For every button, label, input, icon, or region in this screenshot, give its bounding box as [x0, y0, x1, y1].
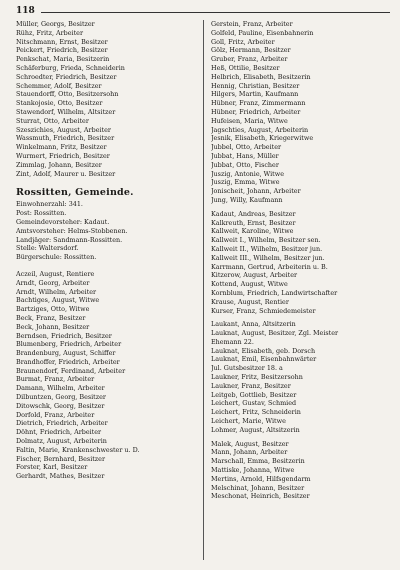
directory-entry: Gruber, Franz, Arbeiter — [211, 55, 288, 64]
directory-entry: Brandhoffer, Friedrich, Arbeiter — [16, 357, 120, 366]
directory-entry: Bachtiges, August, Witwe — [16, 296, 100, 305]
directory-entry: Gerhardt, Mathes, Besitzer — [16, 472, 105, 481]
directory-entry: Jung, Willy, Kaufmann — [211, 195, 283, 204]
directory-entry: Kallweit II., Wilhelm, Besitzer jun. — [211, 244, 323, 253]
directory-entry: Kurser, Franz, Schmiedemeister — [211, 306, 316, 315]
directory-entry: Wurmert, Friedrich, Besitzer — [16, 151, 110, 160]
directory-entry: Fischer, Bernhard, Besitzer — [16, 454, 106, 463]
section-info-line: Gemeindevorsteher: Kadaut. — [16, 217, 110, 226]
directory-entry: Rühz, Fritz, Arbeiter — [16, 28, 83, 37]
directory-entry: Goll, Fritz, Arbeiter — [211, 37, 275, 46]
section-info-line: Stelle: Waltersdorf. — [16, 244, 79, 253]
directory-entry: Dilbuntzen, Georg, Besitzer — [16, 393, 106, 402]
directory-entry: Jesnik, Elisabeth, Kriegerwitwe — [211, 134, 314, 143]
directory-entry: Brandenburg, August, Schiffer — [16, 349, 116, 358]
directory-entry: Jubbat, Hans, Müller — [211, 151, 279, 160]
directory-entry: Helbrich, Elisabeth, Besitzerin — [211, 72, 311, 81]
directory-entry: Beck, Johann, Besitzer — [16, 322, 90, 331]
directory-entry: Zimmlag, Johann, Besitzer — [16, 160, 102, 169]
section-info-line: Post: Rossitten. — [16, 209, 67, 218]
page-number: 118 — [16, 6, 35, 16]
directory-entry: Leichert, Marie, Witwe — [211, 417, 286, 426]
directory-entry: Lauknat, Emil, Eisenbahnwärter — [211, 355, 317, 364]
page-header — [16, 6, 390, 20]
section-info-line: Einwohnerzahl: 341. — [16, 200, 83, 209]
directory-entry: Hufeisen, Maria, Witwe — [211, 116, 288, 125]
directory-entry: Mertins, Arnold, Hilfsgendarm — [211, 474, 311, 483]
header-rule — [41, 12, 390, 13]
directory-entry: Arndt, Wilhelm, Arbeiter — [16, 287, 97, 296]
section-gap — [16, 262, 197, 270]
directory-entry: Winkelmann, Fritz, Besitzer — [16, 143, 107, 152]
section-info-line: Amtsvorsteher: Helms-Stobbenen. — [16, 226, 128, 235]
section-info-line: Bürgerschule: Rossitten. — [16, 253, 97, 262]
directory-entry: Hübner, Friedrich, Arbeiter — [211, 107, 301, 116]
directory-entry: Ditowschk, Georg, Besitzer — [16, 401, 105, 410]
directory-entry: Laukner, Franz, Besitzer — [211, 381, 291, 390]
section-info — [16, 200, 197, 262]
section-title: Rossitten, Gemeinde. — [16, 187, 134, 199]
directory-entry: Sturrat, Otto, Arbeiter — [16, 116, 89, 125]
directory-entry: Mattiske, Johanna, Witwe — [211, 466, 295, 475]
directory-entry: Nitschmann, Ernst, Besitzer — [16, 37, 108, 46]
directory-entry: Jonischeit, Johann, Arbeiter — [211, 187, 301, 196]
directory-entry: Stankojosie, Otto, Besitzer — [16, 99, 103, 108]
section-info-line: Landjäger: Sandmann-Rossitten. — [16, 235, 123, 244]
directory-entry: Ehemann 22. — [211, 337, 254, 346]
directory-entry: Kitzerow, August, Arbeiter — [211, 271, 298, 280]
directory-entry: Aczeil, August, Rentiere — [16, 269, 95, 278]
directory-entry: Leichert, Gustav, Schmied — [211, 399, 297, 408]
directory-entry: Marschall, Emma, Besitzerin — [211, 457, 305, 466]
column-divider — [203, 20, 204, 560]
right-column — [203, 20, 390, 560]
directory-entry: Zint, Adolf, Maurer u. Besitzer — [16, 169, 116, 178]
directory-entry: Hilgers, Martin, Kaufmann — [211, 90, 299, 99]
columns — [16, 20, 390, 560]
directory-entry: Dolmatz, August, Arbeiterin — [16, 437, 107, 446]
directory-entry: Leitgeb, Gottlieb, Besitzer — [211, 390, 297, 399]
left-column — [16, 20, 203, 560]
directory-entry: Szeszichies, August, Arbeiter — [16, 125, 111, 134]
directory-entry: Kottend, August, Witwe — [211, 280, 288, 289]
directory-entry: Malek, August, Besitzer — [211, 439, 289, 448]
directory-entry: Kallweit III., Wilhelm, Besitzer jun. — [211, 253, 325, 262]
left-bottom-list — [16, 270, 197, 481]
directory-entry: Jubbel, Otto, Arbeiter — [211, 143, 282, 152]
directory-entry: Berndsen, Friedrich, Besitzer — [16, 331, 112, 340]
directory-entry: Kalkreuth, Ernst, Besitzer — [211, 218, 296, 227]
directory-entry: Meschonat, Heinrich, Besitzer — [211, 492, 310, 501]
directory-entry: Braunendorf, Ferdinand, Arbeiter — [16, 366, 126, 375]
directory-entry: Karrmann, Gertrud, Arbeiterin u. B. — [211, 262, 328, 271]
directory-entry: Juszig, Antonie, Witwe — [211, 169, 284, 178]
directory-entry: Peickert, Friedrich, Besitzer — [16, 46, 108, 55]
directory-entry: Bartziges, Otto, Witwe — [16, 305, 90, 314]
directory-entry: Jagschties, August, Arbeiterin — [211, 125, 309, 134]
directory-entry: Dietrich, Friedrich, Arbeiter — [16, 419, 108, 428]
directory-entry: Hennig, Christian, Besitzer — [211, 81, 300, 90]
directory-entry: Jul. Gutsbesitzer 18. a — [211, 364, 283, 373]
right-list — [211, 20, 390, 501]
directory-entry: Burmat, Franz, Arbeiter — [16, 375, 95, 384]
directory-entry: Beck, Franz, Besitzer — [16, 313, 86, 322]
directory-entry: Schemmer, Adolf, Besitzer — [16, 81, 102, 90]
directory-entry: Lauknat, August, Besitzer, Zgl. Meister — [211, 329, 339, 338]
section-gap — [16, 178, 197, 186]
left-top-list — [16, 20, 197, 178]
directory-entry: Stauendorff, Otto, Besitzersohn — [16, 90, 119, 99]
directory-entry: Kadaut, Andreas, Besitzer — [211, 209, 296, 218]
directory-entry: Kallweit, Karoline, Witwe — [211, 227, 294, 236]
directory-entry: Kallweit I., Wilhelm, Besitzer sen. — [211, 236, 321, 245]
directory-entry: Laukner, Fritz, Besitzersohn — [211, 373, 303, 382]
directory-entry: Juszig, Emma, Witwe — [211, 178, 280, 187]
directory-entry: Mann, Johann, Arbeiter — [211, 448, 288, 457]
directory-entry: Blumenberg, Friedrich, Arbeiter — [16, 340, 122, 349]
directory-entry: Jubbat, Otto, Fischer — [211, 160, 279, 169]
directory-entry: Stawendorf, Wilhelm, Altsitzer — [16, 107, 116, 116]
directory-entry: Leichert, Fritz, Schneiderin — [211, 408, 301, 417]
directory-entry: Arndt, Georg, Arbeiter — [16, 278, 90, 287]
directory-entry: Döhnt, Friedrich, Arbeiter — [16, 428, 102, 437]
directory-entry: Penkschat, Maria, Besitzerin — [16, 55, 110, 64]
directory-entry: Hübner, Franz, Zimmermann — [211, 99, 306, 108]
directory-entry: Forster, Karl, Besitzer — [16, 463, 88, 472]
directory-entry: Damann, Wilhelm, Arbeiter — [16, 384, 105, 393]
directory-entry: Lauknat, Elisabeth, geb. Dorsch — [211, 346, 316, 355]
directory-entry: Schäferburg, Frieda, Schneiderin — [16, 63, 125, 72]
directory-entry: Faltin, Marie, Krankenschwester u. D. — [16, 445, 140, 454]
directory-entry: Dorfold, Franz, Arbeiter — [16, 410, 95, 419]
directory-entry: Schroedter, Friedrich, Besitzer — [16, 72, 117, 81]
directory-entry: Lohmer, August, Altsitzerin — [211, 425, 300, 434]
directory-entry: Golfeld, Pauline, Eisenbahnerin — [211, 28, 314, 37]
directory-entry: Laukant, Anna, Altsitzerin — [211, 320, 296, 329]
directory-entry: Müller, Georgs, Besitzer — [16, 20, 95, 28]
directory-entry: Melschinat, Johann, Besitzer — [211, 483, 305, 492]
directory-entry: Gerstein, Franz, Arbeiter — [211, 20, 293, 28]
directory-entry: Gölz, Hermann, Besitzer — [211, 46, 291, 55]
directory-entry: Heß, Ottilie, Besitzer — [211, 63, 280, 72]
directory-entry: Wassmuth, Friedrich, Besitzer — [16, 134, 115, 143]
directory-entry: Kornblum, Friedrich, Landwirtschafter — [211, 288, 338, 297]
directory-entry: Krause, August, Rentier — [211, 297, 289, 306]
